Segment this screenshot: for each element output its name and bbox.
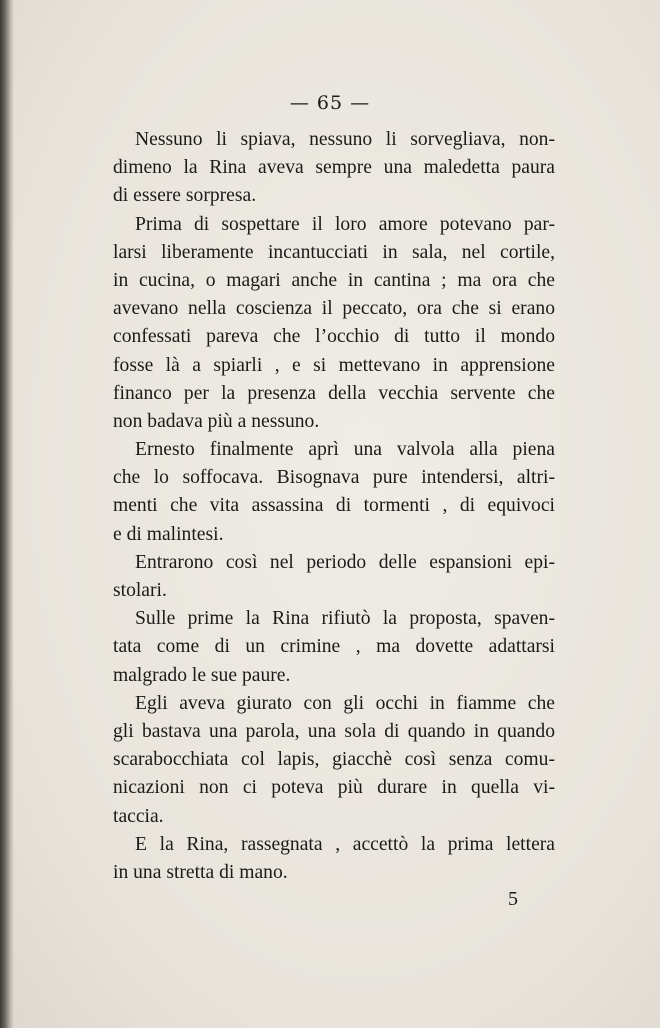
text-line: fosse là a spiarli , e si mettevano in apprensione <box>113 354 555 376</box>
text-line: Entrarono così nel periodo delle espansioni epi- <box>135 551 555 573</box>
text-line: Ernesto finalmente aprì una valvola alla piena <box>135 439 555 461</box>
text-line: che lo soffocava. Bisognava pure intendersi, altri- <box>113 467 555 489</box>
page-number-header: — 65 — <box>289 92 371 114</box>
text-line: Sulle prime la Rina rifiutò la proposta, spaven- <box>135 608 555 630</box>
text-line: Egli aveva giurato con gli occhi in fiamme che <box>135 692 555 714</box>
text-line: menti che vita assassina di tormenti , di equivoci <box>113 495 555 517</box>
signature-mark: 5 <box>508 888 518 910</box>
text-line: non badava più a nessuno. <box>113 410 320 432</box>
text-line: Prima di sospettare il loro amore potevano par- <box>135 213 555 235</box>
text-line: dimeno la Rina aveva sempre una maledetta paura <box>113 157 555 179</box>
text-line: confessati pareva che l’occhio di tutto il mondo <box>113 326 555 348</box>
text-line: malgrado le sue paure. <box>113 664 291 686</box>
text-line: scarabocchiata col lapis, giacchè così senza comu- <box>113 749 555 771</box>
text-line: larsi liberamente incantucciati in sala, nel cortile, <box>113 241 555 263</box>
body-text <box>113 126 555 887</box>
text-line: E la Rina, rassegnata , accettò la prima lettera <box>135 833 555 855</box>
text-line: nicazioni non ci poteva più durare in quella vi- <box>113 777 555 799</box>
text-line: gli bastava una parola, una sola di quando in quando <box>113 720 555 742</box>
text-line: stolari. <box>113 580 167 601</box>
text-line: financo per la presenza della vecchia servente che <box>113 382 555 404</box>
page-binding-edge <box>0 0 14 1028</box>
text-line: di essere sorpresa. <box>113 185 257 207</box>
text-line: avevano nella coscienza il peccato, ora che si erano <box>113 298 555 320</box>
text-line: e di malintesi. <box>113 523 224 545</box>
text-line: taccia. <box>113 805 164 827</box>
text-line: in cucina, o magari anche in cantina ; ma ora che <box>113 269 555 291</box>
text-line: tata come di un crimine , ma dovette adattarsi <box>113 636 555 658</box>
text-line: in una stretta di mano. <box>113 861 288 883</box>
text-line: Nessuno li spiava, nessuno li sorvegliava, non- <box>135 129 555 150</box>
